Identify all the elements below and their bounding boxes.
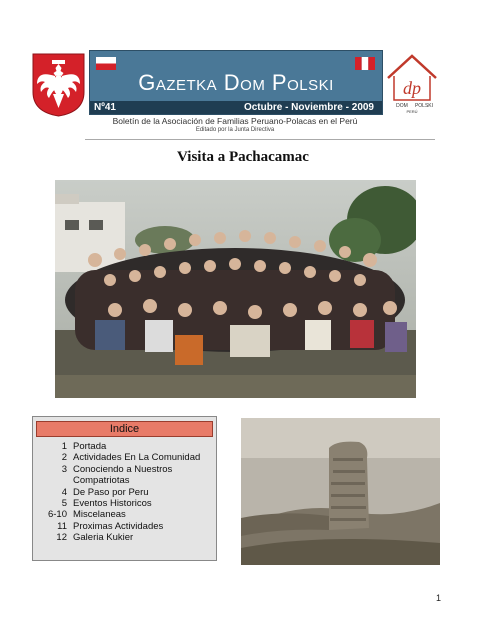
dom-polski-logo [384,52,440,116]
index-item[interactable] [33,487,216,498]
logo-monogram: dp [403,78,421,98]
index-list [33,441,216,544]
index-page-number: 6-10 [47,509,67,521]
index-item[interactable] [33,498,216,509]
peru-flag-icon [355,57,375,70]
index-item-title: Portada [73,441,107,452]
poland-flag-icon [96,57,116,70]
index-heading: Indice [36,421,213,437]
index-page-number: 1 [61,441,67,452]
issue-strip [90,101,382,114]
logo-caption-right: POLSKI [414,103,434,109]
index-page-number: 2 [61,452,67,464]
index-item-title: Conociendo a Nuestros Compatriotas [73,463,173,487]
edited-by: Editado por la Junta Directiva [195,127,275,133]
pachacamac-ruin-photo [241,418,440,565]
issue-number: Nº41 [94,102,116,113]
index-page-number: 4 [61,486,67,498]
index-page-number: 12 [56,532,67,544]
index-item-title: Proximas Actividades [73,520,164,532]
index-item[interactable] [33,441,216,452]
index-box [32,416,217,561]
masthead-banner [89,50,383,115]
group-photo [55,180,416,398]
index-item-title: Eventos Historicos [73,498,152,510]
index-item[interactable] [33,509,216,520]
page-number: 1 [436,593,442,603]
polish-eagle-emblem [31,52,86,118]
index-item-title: De Paso por Peru [73,486,149,498]
newsletter-title: Gazetka Dom Polski [138,70,334,95]
index-item-title: Actividades En La Comunidad [73,452,201,464]
logo-caption-bottom: PERÚ [406,109,418,114]
index-item-title: Miscelaneas [73,509,126,521]
index-item[interactable] [33,452,216,463]
index-item[interactable] [33,532,216,543]
index-page-number: 3 [61,463,67,475]
article-title: Visita a Pachacamac [177,149,309,165]
issue-date: Octubre - Noviembre - 2009 [243,102,374,113]
index-item[interactable] [33,521,216,532]
index-item[interactable] [33,464,216,487]
logo-caption-left: DOM [396,103,408,109]
index-page-number: 11 [57,520,67,532]
header-divider [85,139,435,140]
index-item-title: Galeria Kukier [73,532,134,544]
newsletter-subtitle: Boletín de la Asociación de Familias Peruano-Polacas en el Perú [112,116,358,126]
index-page-number: 5 [61,498,67,510]
